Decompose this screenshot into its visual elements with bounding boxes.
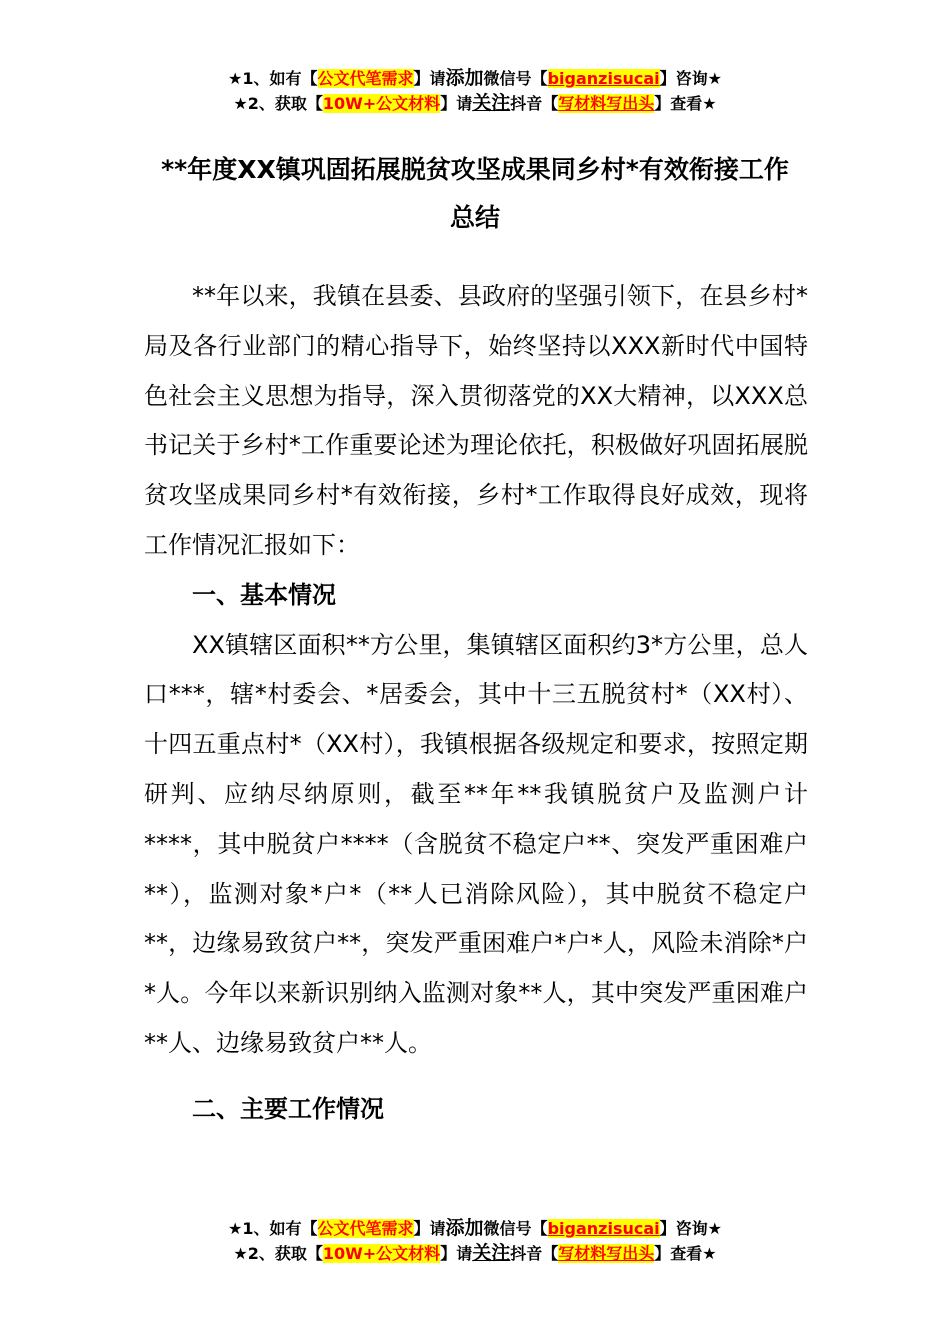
banner-text: 】咨询 — [659, 1219, 708, 1238]
highlight-wechat-id: biganzisucai — [547, 1219, 660, 1238]
banner-text: 微信号【 — [483, 69, 548, 88]
emphasis-text: 添加 — [445, 1217, 484, 1239]
star-icon: ★ — [233, 94, 248, 113]
banner-text: 2、获取【 — [247, 1244, 323, 1263]
star-icon: ★ — [228, 69, 243, 88]
star-icon: ★ — [228, 1219, 243, 1238]
document-title — [140, 146, 810, 242]
emphasis-text: 关注 — [472, 92, 511, 114]
star-icon: ★ — [702, 94, 717, 113]
title-line-1: **年度XX镇巩固拓展脱贫攻坚成果同乡村*有效衔接工作 — [161, 155, 789, 184]
highlight-service: 公文代笔需求 — [317, 1219, 414, 1238]
banner-line-2 — [0, 1241, 950, 1266]
section-heading-basic: 一、基本情况 — [192, 580, 336, 609]
footer-banner — [0, 1216, 950, 1266]
banner-text: 1、如有【 — [242, 69, 318, 88]
banner-line-1 — [0, 66, 950, 91]
banner-text: 】查看 — [654, 1244, 703, 1263]
banner-text: 】请 — [413, 1219, 446, 1238]
banner-text: 】请 — [440, 1244, 473, 1263]
banner-line-2 — [0, 91, 950, 116]
highlight-materials: 10W+公文材料 — [322, 94, 441, 113]
banner-text: 】咨询 — [659, 69, 708, 88]
emphasis-text: 关注 — [472, 1242, 511, 1264]
banner-text: 微信号【 — [483, 1219, 548, 1238]
highlight-douyin-id: 写材料写出头 — [558, 94, 655, 113]
intro-paragraph: **年以来，我镇在县委、县政府的坚强引领下，在县乡村*局及各行业部门的精心指导下，始终坚持以XXX新时代中国特色社会主义思想为指导，深入贯彻落党的XX大精神，以XXX总书记关于乡村*工作重要论述为理论依托，积极做好巩固拓展脱贫攻坚成果同乡村*有效衔接，乡村*工作取得良好成效，现将工作情况汇报如下： — [144, 282, 808, 559]
banner-text: 抖音【 — [510, 94, 559, 113]
emphasis-text: 添加 — [445, 67, 484, 89]
star-icon: ★ — [233, 1244, 248, 1263]
banner-text: 】请 — [440, 94, 473, 113]
banner-text: 抖音【 — [510, 1244, 559, 1263]
header-banner — [0, 66, 950, 116]
section-heading-main-work: 二、主要工作情况 — [192, 1094, 384, 1123]
document-body — [144, 272, 808, 1135]
highlight-wechat-id: biganzisucai — [547, 69, 660, 88]
star-icon: ★ — [702, 1244, 717, 1263]
title-line-2: 总结 — [449, 203, 500, 232]
highlight-douyin-id: 写材料写出头 — [558, 1244, 655, 1263]
banner-line-1 — [0, 1216, 950, 1241]
star-icon: ★ — [707, 69, 722, 88]
basic-info-paragraph: XX镇辖区面积**方公里，集镇辖区面积约3*方公里，总人口***，辖*村委会、*居委会，其中十三五脱贫村*（XX村）、十四五重点村*（XX村），我镇根据各级规定和要求，按照定期研判、应纳尽纳原则，截至**年**我镇脱贫户及监测户计****，其中脱贫户****（含脱贫不稳定户**、突发严重困难户**），监测对象*户*（**人已消除风险），其中脱贫不稳定户**，边缘易致贫户**，突发严重困难户*户*人，风险未消除*户*人。今年以来新识别纳入监测对象**人，其中突发严重困难户**人、边缘易致贫户**人。 — [144, 630, 808, 1057]
highlight-service: 公文代笔需求 — [317, 69, 414, 88]
highlight-materials: 10W+公文材料 — [322, 1244, 441, 1263]
star-icon: ★ — [707, 1219, 722, 1238]
banner-text: 1、如有【 — [242, 1219, 318, 1238]
banner-text: 】请 — [413, 69, 446, 88]
banner-text: 】查看 — [654, 94, 703, 113]
banner-text: 2、获取【 — [247, 94, 323, 113]
